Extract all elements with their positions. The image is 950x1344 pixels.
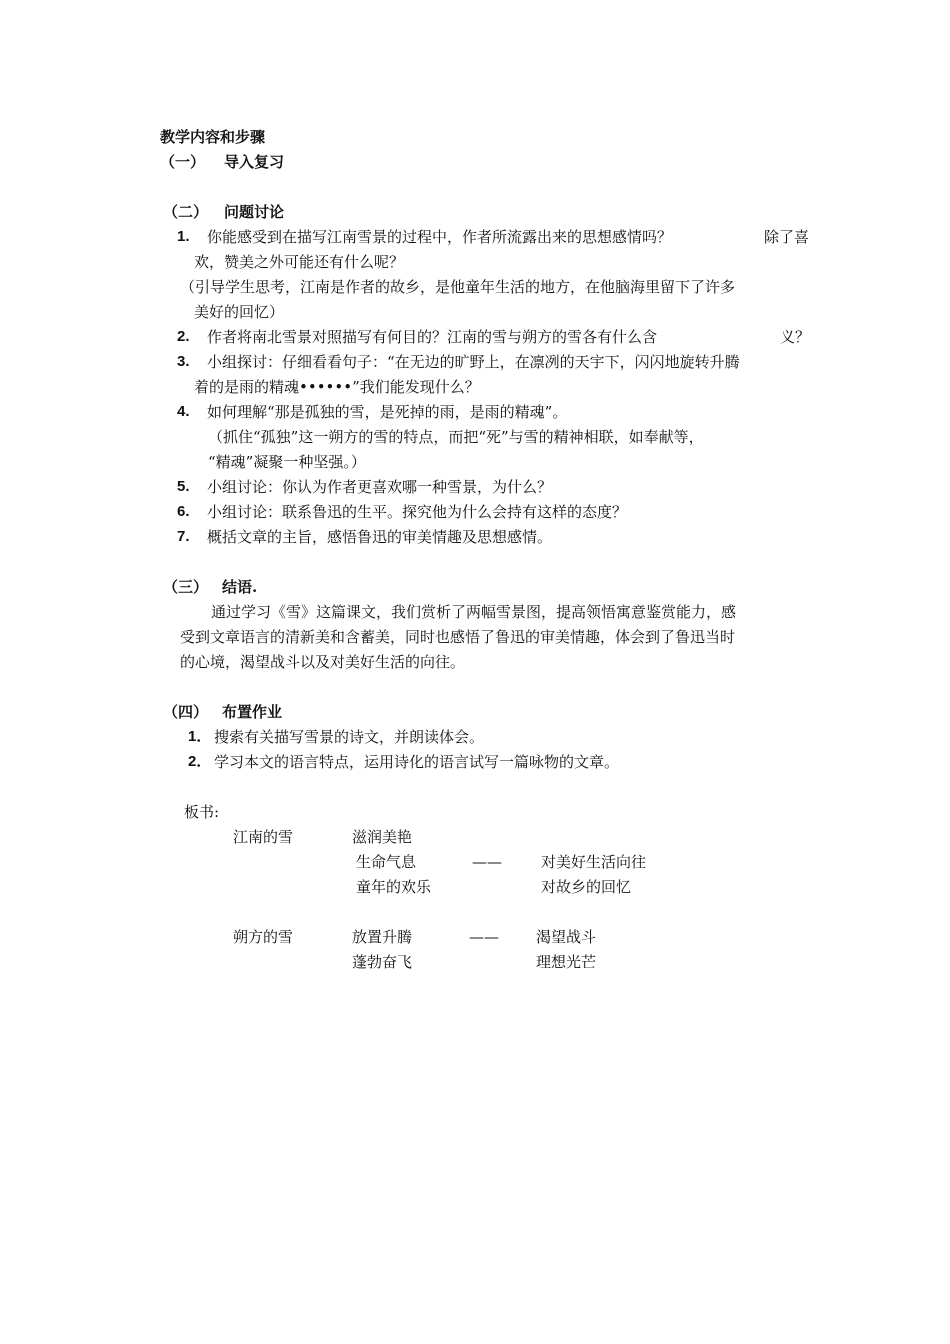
board-jiangnan-dash: —— <box>472 853 502 871</box>
board-shuofang-meaning-1: 渴望战斗 <box>536 928 597 946</box>
q1-hint-cont: 美好的回忆） <box>194 303 285 321</box>
board-shuofang-meaning-2: 理想光芒 <box>536 953 597 971</box>
q5-number: 5. <box>177 478 190 495</box>
board-jiangnan-item-3: 童年的欢乐 <box>356 878 432 896</box>
q6-number: 6. <box>177 503 190 520</box>
q4-hint: （抓住“孤独”这一朔方的雪的特点，而把“死”与雪的精神相联，如奉献等， <box>208 428 704 446</box>
section-1-heading: 导入复习 <box>224 153 285 171</box>
section-4-label: （四） <box>163 703 209 721</box>
homework-1-text: 搜索有关描写雪景的诗文，并朗读体会。 <box>214 728 485 746</box>
q3-text: 小组探讨：仔细看看句子：“在无边的旷野上，在凛冽的天宇下，闪闪地旋转升腾 <box>207 353 740 371</box>
q2-text-end: 义？ <box>780 328 811 346</box>
conclusion-line-2: 受到文章语言的清新美和含蓄美，同时也感悟了鲁迅的审美情趣，体会到了鲁迅当时 <box>180 628 736 646</box>
board-jiangnan-title: 江南的雪 <box>233 828 294 846</box>
board-shuofang-item-2: 蓬勃奋飞 <box>352 953 413 971</box>
q6-text: 小组讨论：联系鲁迅的生平。探究他为什么会持有这样的态度？ <box>207 503 628 521</box>
homework-2-text: 学习本文的语言特点，运用诗化的语言试写一篇咏物的文章。 <box>214 753 620 771</box>
q4-number: 4. <box>177 403 190 420</box>
q5-text: 小组讨论：你认为作者更喜欢哪一种雪景，为什么？ <box>207 478 553 496</box>
section-2-label: （二） <box>163 203 209 221</box>
board-jiangnan-meaning-2: 对故乡的回忆 <box>541 878 632 896</box>
doc-title: 教学内容和步骤 <box>160 128 266 146</box>
section-3-heading: 结语. <box>222 578 258 596</box>
board-label: 板书: <box>184 803 220 821</box>
board-shuofang-title: 朔方的雪 <box>233 928 294 946</box>
board-shuofang-item-1: 放置升腾 <box>352 928 413 946</box>
q2-text: 作者将南北雪景对照描写有何目的？江南的雪与朔方的雪各有什么含 <box>207 328 658 346</box>
conclusion-line-1: 通过学习《雪》这篇课文，我们赏析了两幅雪景图，提高领悟寓意鉴赏能力，感 <box>211 603 737 621</box>
section-1-label: （一） <box>160 153 206 171</box>
section-3-label: （三） <box>163 578 209 596</box>
q1-text-end: 除了喜 <box>764 228 810 246</box>
board-shuofang-dash: —— <box>469 928 499 946</box>
q3-number: 3. <box>177 353 190 370</box>
board-jiangnan-item-1: 滋润美艳 <box>352 828 413 846</box>
q3-text-cont: 着的是雨的精魂••••••”我们能发现什么？ <box>194 378 480 396</box>
board-jiangnan-meaning-1: 对美好生活向往 <box>541 853 647 871</box>
homework-1-number: 1． <box>188 728 212 745</box>
q1-text: 你能感受到在描写江南雪景的过程中，作者所流露出来的思想感情吗？ <box>207 228 673 246</box>
conclusion-line-3: 的心境，渴望战斗以及对美好生活的向往。 <box>180 653 466 671</box>
q4-text: 如何理解“那是孤独的雪，是死掉的雨，是雨的精魂”。 <box>207 403 568 421</box>
homework-2-number: 2． <box>188 753 212 770</box>
section-4-heading: 布置作业 <box>222 703 283 721</box>
q1-number: 1. <box>177 228 190 245</box>
section-2-heading: 问题讨论 <box>224 203 285 221</box>
q4-hint-cont: “精魂”凝聚一种坚强。） <box>208 453 366 471</box>
board-jiangnan-item-2: 生命气息 <box>356 853 417 871</box>
q2-number: 2. <box>177 328 190 345</box>
q7-text: 概括文章的主旨，感悟鲁迅的审美情趣及思想感情。 <box>207 528 553 546</box>
q1-text-cont: 欢，赞美之外可能还有什么呢？ <box>194 253 405 271</box>
q1-hint: （引导学生思考，江南是作者的故乡，是他童年生活的地方，在他脑海里留下了许多 <box>180 278 736 296</box>
q7-number: 7. <box>177 528 190 545</box>
